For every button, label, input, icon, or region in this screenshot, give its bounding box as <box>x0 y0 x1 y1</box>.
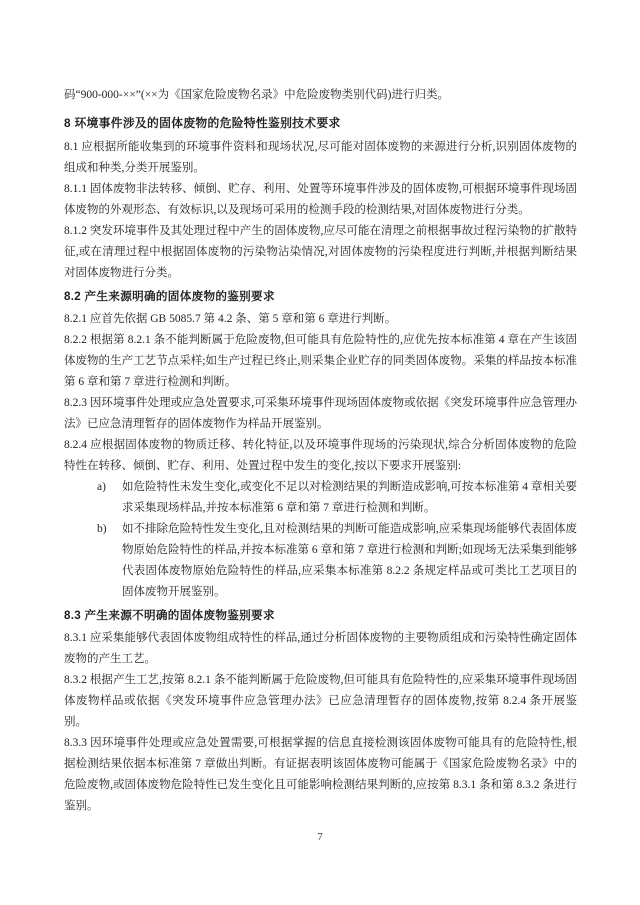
list-marker-b: b) <box>97 523 107 535</box>
para-8-1-2: 8.1.2 突发环境事件及其处理过程中产生的固体废物,应尽可能在清理之前根据事故过程污染物的扩散特征,或在清理过程中根据固体废物的污染物沾染情况,对固体废物的污染程度进行判断,并根据判断结果对固体废物进行分类。 <box>64 225 577 279</box>
para-8-2-2: 8.2.2 根据第 8.2.1 条不能判断属于危险废物,但可能具有危险特性的,应优先按本标准第 4 章在产生该固体废物的生产工艺节点采样;如生产过程已终止,则采集企业贮存的同类固体废物。采集的样品按本标准第 6 章和第 7 章进行检测和判断。 <box>64 334 577 388</box>
page-number: 7 <box>317 831 323 843</box>
para-8-1-1: 8.1.1 固体废物非法转移、倾倒、贮存、利用、处置等环境事件涉及的固体废物,可根据环境事件现场固体废物的外观形态、有效标识,以及现场可采用的检测手段的检测结果,对固体废物进行分类。 <box>64 183 577 216</box>
para-8-1: 8.1 应根据所能收集到的环境事件资料和现场状况,尽可能对固体废物的来源进行分析,识别固体废物的组成和种类,分类开展鉴别。 <box>64 141 577 174</box>
heading-section-8-2: 8.2 产生来源明确的固体废物的鉴别要求 <box>64 290 275 303</box>
heading-section-8-3: 8.3 产生来源不明确的固体废物鉴别要求 <box>64 609 275 622</box>
para-8-3-3: 8.3.3 因环境事件处理或应急处置需要,可根据掌握的信息直接检测该固体废物可能具有的危险特性,根据检测结果依据本标准第 7 章做出判断。有证据表明该固体废物可能属于《国家危险废物名录》中的危险废物,或固体废物危险特性已发生变化且可能影响检测结果判断的,应按第 8.3.1 条和第 8.3.2 条进行鉴别。 <box>64 737 577 812</box>
list-item-b <box>64 519 577 603</box>
list-marker-a: a) <box>97 481 106 493</box>
para-code-classification: 码“900-000-××”(××为《国家危险废物名录》中危险废物类别代码)进行归类。 <box>64 89 449 101</box>
list-item-a <box>64 477 577 519</box>
para-8-2-4: 8.2.4 应根据固体废物的物质迁移、转化特征,以及环境事件现场的污染现状,综合分析固体废物的危险特性在转移、倾倒、贮存、利用、处置过程中发生的变化,按以下要求开展鉴别: <box>64 439 577 472</box>
para-8-2-1: 8.2.1 应首先依据 GB 5085.7 第 4.2 条、第 5 章和第 6 章进行判断。 <box>64 313 397 325</box>
heading-section-8: 8 环境事件涉及的固体废物的危险特性鉴别技术要求 <box>64 116 341 130</box>
document-content <box>64 85 577 817</box>
para-8-3-1: 8.3.1 应采集能够代表固体废物组成特性的样品,通过分析固体废物的主要物质组成和污染特性确定固体废物的产生工艺。 <box>64 632 577 665</box>
list-text-a: 如危险特性未发生变化,或变化不足以对检测结果的判断造成影响,可按本标准第 4 章相关要求采集现场样品,并按本标准第 6 章和第 7 章进行检测和判断。 <box>122 481 577 514</box>
para-8-2-3: 8.2.3 因环境事件处理或应急处置要求,可采集环境事件现场固体废物或依据《突发环境事件应急管理办法》已应急清理暂存的固体废物作为样品开展鉴别。 <box>64 397 577 430</box>
para-8-3-2: 8.3.2 根据产生工艺,按第 8.2.1 条不能判断属于危险废物,但可能具有危险特性的,应采集环境事件现场固体废物样品或依据《突发环境事件应急管理办法》已应急清理暂存的固体废物,按第 8.2.4 条开展鉴别。 <box>64 674 577 728</box>
list-text-b: 如不排除危险特性发生变化,且对检测结果的判断可能造成影响,应采集现场能够代表固体废物原始危险特性的样品,并按本标准第 6 章和第 7 章进行检测和判断;如现场无法采集到能够代表固体废物原始危险特性的样品,应采集本标准第 8.2.2 条规定样品或可类比工艺项目的固体废物开展鉴别。 <box>122 523 577 598</box>
